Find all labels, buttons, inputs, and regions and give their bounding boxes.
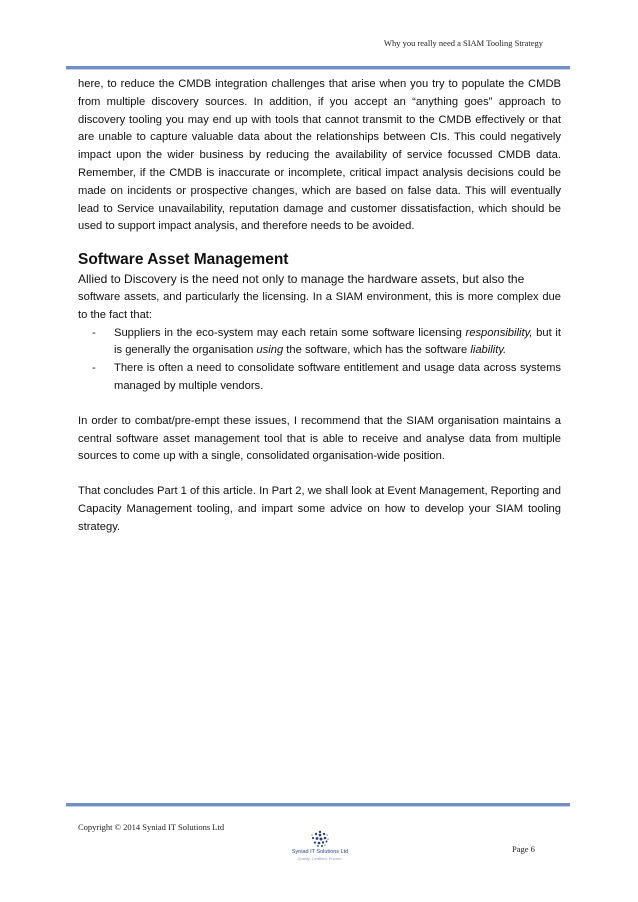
bullet-text: but it is generally the organisation [114, 326, 561, 357]
page-content [78, 76, 561, 537]
bullet-dash: - [92, 326, 96, 339]
bullet-item-consolidation [78, 360, 561, 396]
section-lead [78, 271, 561, 289]
recommendation-paragraph: In order to combat/pre-empt these issues, I recommend that the SIAM organisation maintains a central software asset management tool that is able to receive and analyse data from multiple sources to come up with a single, consolidated organisation-wide position. [78, 414, 561, 463]
bullet-dash: - [92, 362, 96, 375]
paragraph-gap [78, 466, 561, 483]
logo-tagline: Quality. Certified. Proven. [297, 856, 343, 861]
header-rule [66, 66, 570, 70]
running-header: Why you really need a SIAM Tooling Strategy [383, 38, 543, 48]
bullet-emphasis: using [256, 344, 284, 357]
conclusion-paragraph: That concludes Part 1 of this article. In Part 2, we shall look at Event Management, Reporting and Capacity Management tooling, and impart some advice on how to develop your SIAM tooling strategy. [78, 485, 561, 533]
bullet-text: the software, which has the software [283, 344, 471, 357]
section-lead-continued: software assets, and particularly the licensing. In a SIAM environment, this is more complex due to the fact that: [78, 290, 561, 321]
page-number: Page 6 [512, 844, 535, 854]
section-heading: Software Asset Management [78, 251, 289, 269]
bullet-emphasis: liability. [470, 344, 507, 357]
section-lead-line-1: Allied to Discovery is the need not only to manage the hardware assets, but also the [78, 272, 525, 287]
logo-company-name: Syniad IT Solutions Ltd [291, 849, 349, 855]
bullet-text: There is often a need to consolidate software entitlement and usage data across systems managed by multiple vendors. [114, 362, 561, 392]
company-logo [272, 830, 368, 861]
copyright-notice: Copyright © 2014 Syniad IT Solutions Ltd [78, 822, 225, 832]
bullet-list [78, 325, 561, 396]
paragraph-gap [78, 396, 561, 413]
footer-rule [66, 803, 570, 807]
bullet-item-licensing [78, 325, 561, 361]
intro-paragraph: here, to reduce the CMDB integration challenges that arise when you try to populate the CMDB from multiple discovery sources. In addition, if you accept an “anything goes” approach to discovery tooling you may end up with tools that cannot transmit to the CMDB effectively or that are unable to capture valuable data about the relationships between CIs. This could negatively impact upon the wider business by reducing the availability of service focussed CMDB data. Remember, if the CMDB is inaccurate or incomplete, critical impact analysis decisions could be made on incidents or prospective changes, which are based on false data. This will eventually lead to Service unavailability, reputation damage and customer dissatisfaction, which should be used to support impact analysis, and therefore needs to be avoided. [78, 78, 561, 233]
bullet-emphasis: responsibility, [465, 326, 533, 339]
bullet-text: Suppliers in the eco-system may each retain some software licensing [114, 326, 466, 339]
logo-globe-icon [310, 830, 330, 848]
